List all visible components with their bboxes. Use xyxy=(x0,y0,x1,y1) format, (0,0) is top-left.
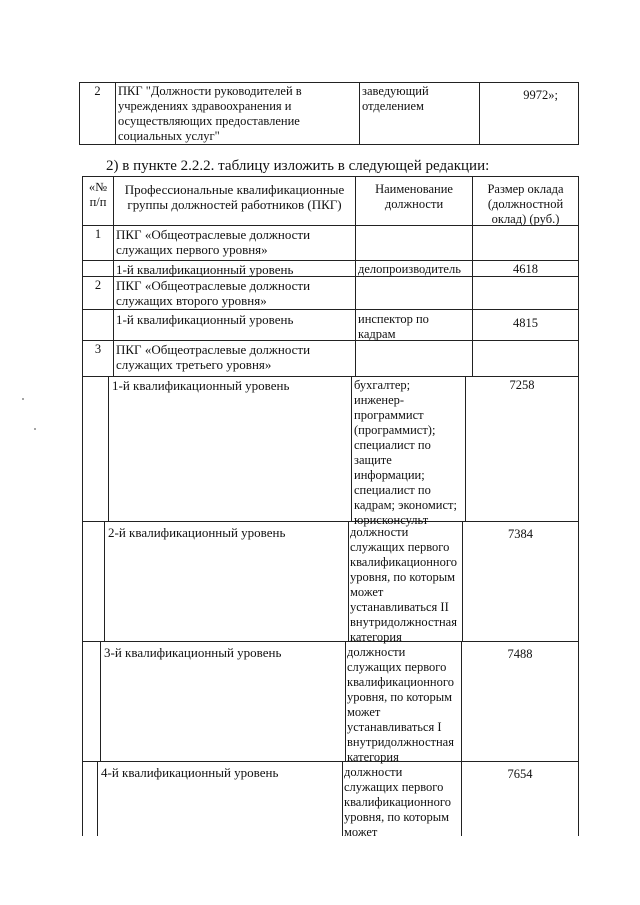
top-row-position: заведующий отделением xyxy=(362,84,429,113)
row-9-salary: 7654 xyxy=(507,767,533,781)
row-1-num: 1 xyxy=(94,227,102,241)
row-6-group: 1-й квалификационный уровень xyxy=(112,378,290,393)
row-3-group: ПКГ «Общеотраслевые должности служащих второго уровня» xyxy=(116,278,311,308)
header-salary: Размер оклада (должностной оклад) (руб.) xyxy=(487,182,564,226)
row-7-group: 2-й квалификационный уровень xyxy=(108,525,286,540)
row-9-group: 4-й квалификационный уровень xyxy=(101,765,279,780)
row-8-group: 3-й квалификационный уровень xyxy=(104,645,282,660)
row-4-group: 1-й квалификационный уровень xyxy=(116,312,294,327)
top-row-group: ПКГ "Должности руководителей в учреждениях здравоохранения и осуществляющих предоставление социальных услуг" xyxy=(118,84,302,143)
row-2-group: 1-й квалификационный уровень xyxy=(116,262,294,277)
scan-speck xyxy=(34,428,36,430)
header-group: Профессиональные квалификационные группы должностей работников (ПКГ) xyxy=(124,182,345,212)
row-6-salary: 7258 xyxy=(509,378,535,392)
top-row-salary: 9972»; xyxy=(523,88,558,102)
header-position: Наименование должности xyxy=(375,182,453,211)
row-4-position: инспектор по кадрам xyxy=(358,312,429,341)
top-row-num: 2 xyxy=(94,84,101,98)
row-2-salary: 4618 xyxy=(513,262,538,276)
amendment-paragraph: 2) в пункте 2.2.2. таблицу изложить в следующей редакции: xyxy=(106,158,490,174)
scan-speck xyxy=(22,398,24,400)
row-7-salary: 7384 xyxy=(508,527,533,541)
row-7-position: должности служащих первого квалификационного уровня, по которым может устанавливаться II внутридолжностная категория xyxy=(350,525,457,644)
row-9-position: должности служащих первого квалификационного уровня, по которым может xyxy=(344,765,451,839)
row-6-position: бухгалтер; инженер- программист (программист); специалист по защите информации; специалист по кадрам; экономист; юрисконсульт xyxy=(354,378,457,527)
row-1-group: ПКГ «Общеотраслевые должности служащих первого уровня» xyxy=(116,227,311,257)
row-8-salary: 7488 xyxy=(507,647,533,661)
row-4-salary: 4815 xyxy=(513,316,538,330)
row-8-position: должности служащих первого квалификационного уровня, по которым может устанавливаться I внутридолжностная категория xyxy=(347,645,454,764)
row-2-position: делопроизводитель xyxy=(358,262,461,276)
row-3-num: 2 xyxy=(94,278,102,292)
row-5-num: 3 xyxy=(94,342,102,356)
header-num: «№ п/п xyxy=(88,180,108,209)
row-5-group: ПКГ «Общеотраслевые должности служащих третьего уровня» xyxy=(116,342,311,372)
